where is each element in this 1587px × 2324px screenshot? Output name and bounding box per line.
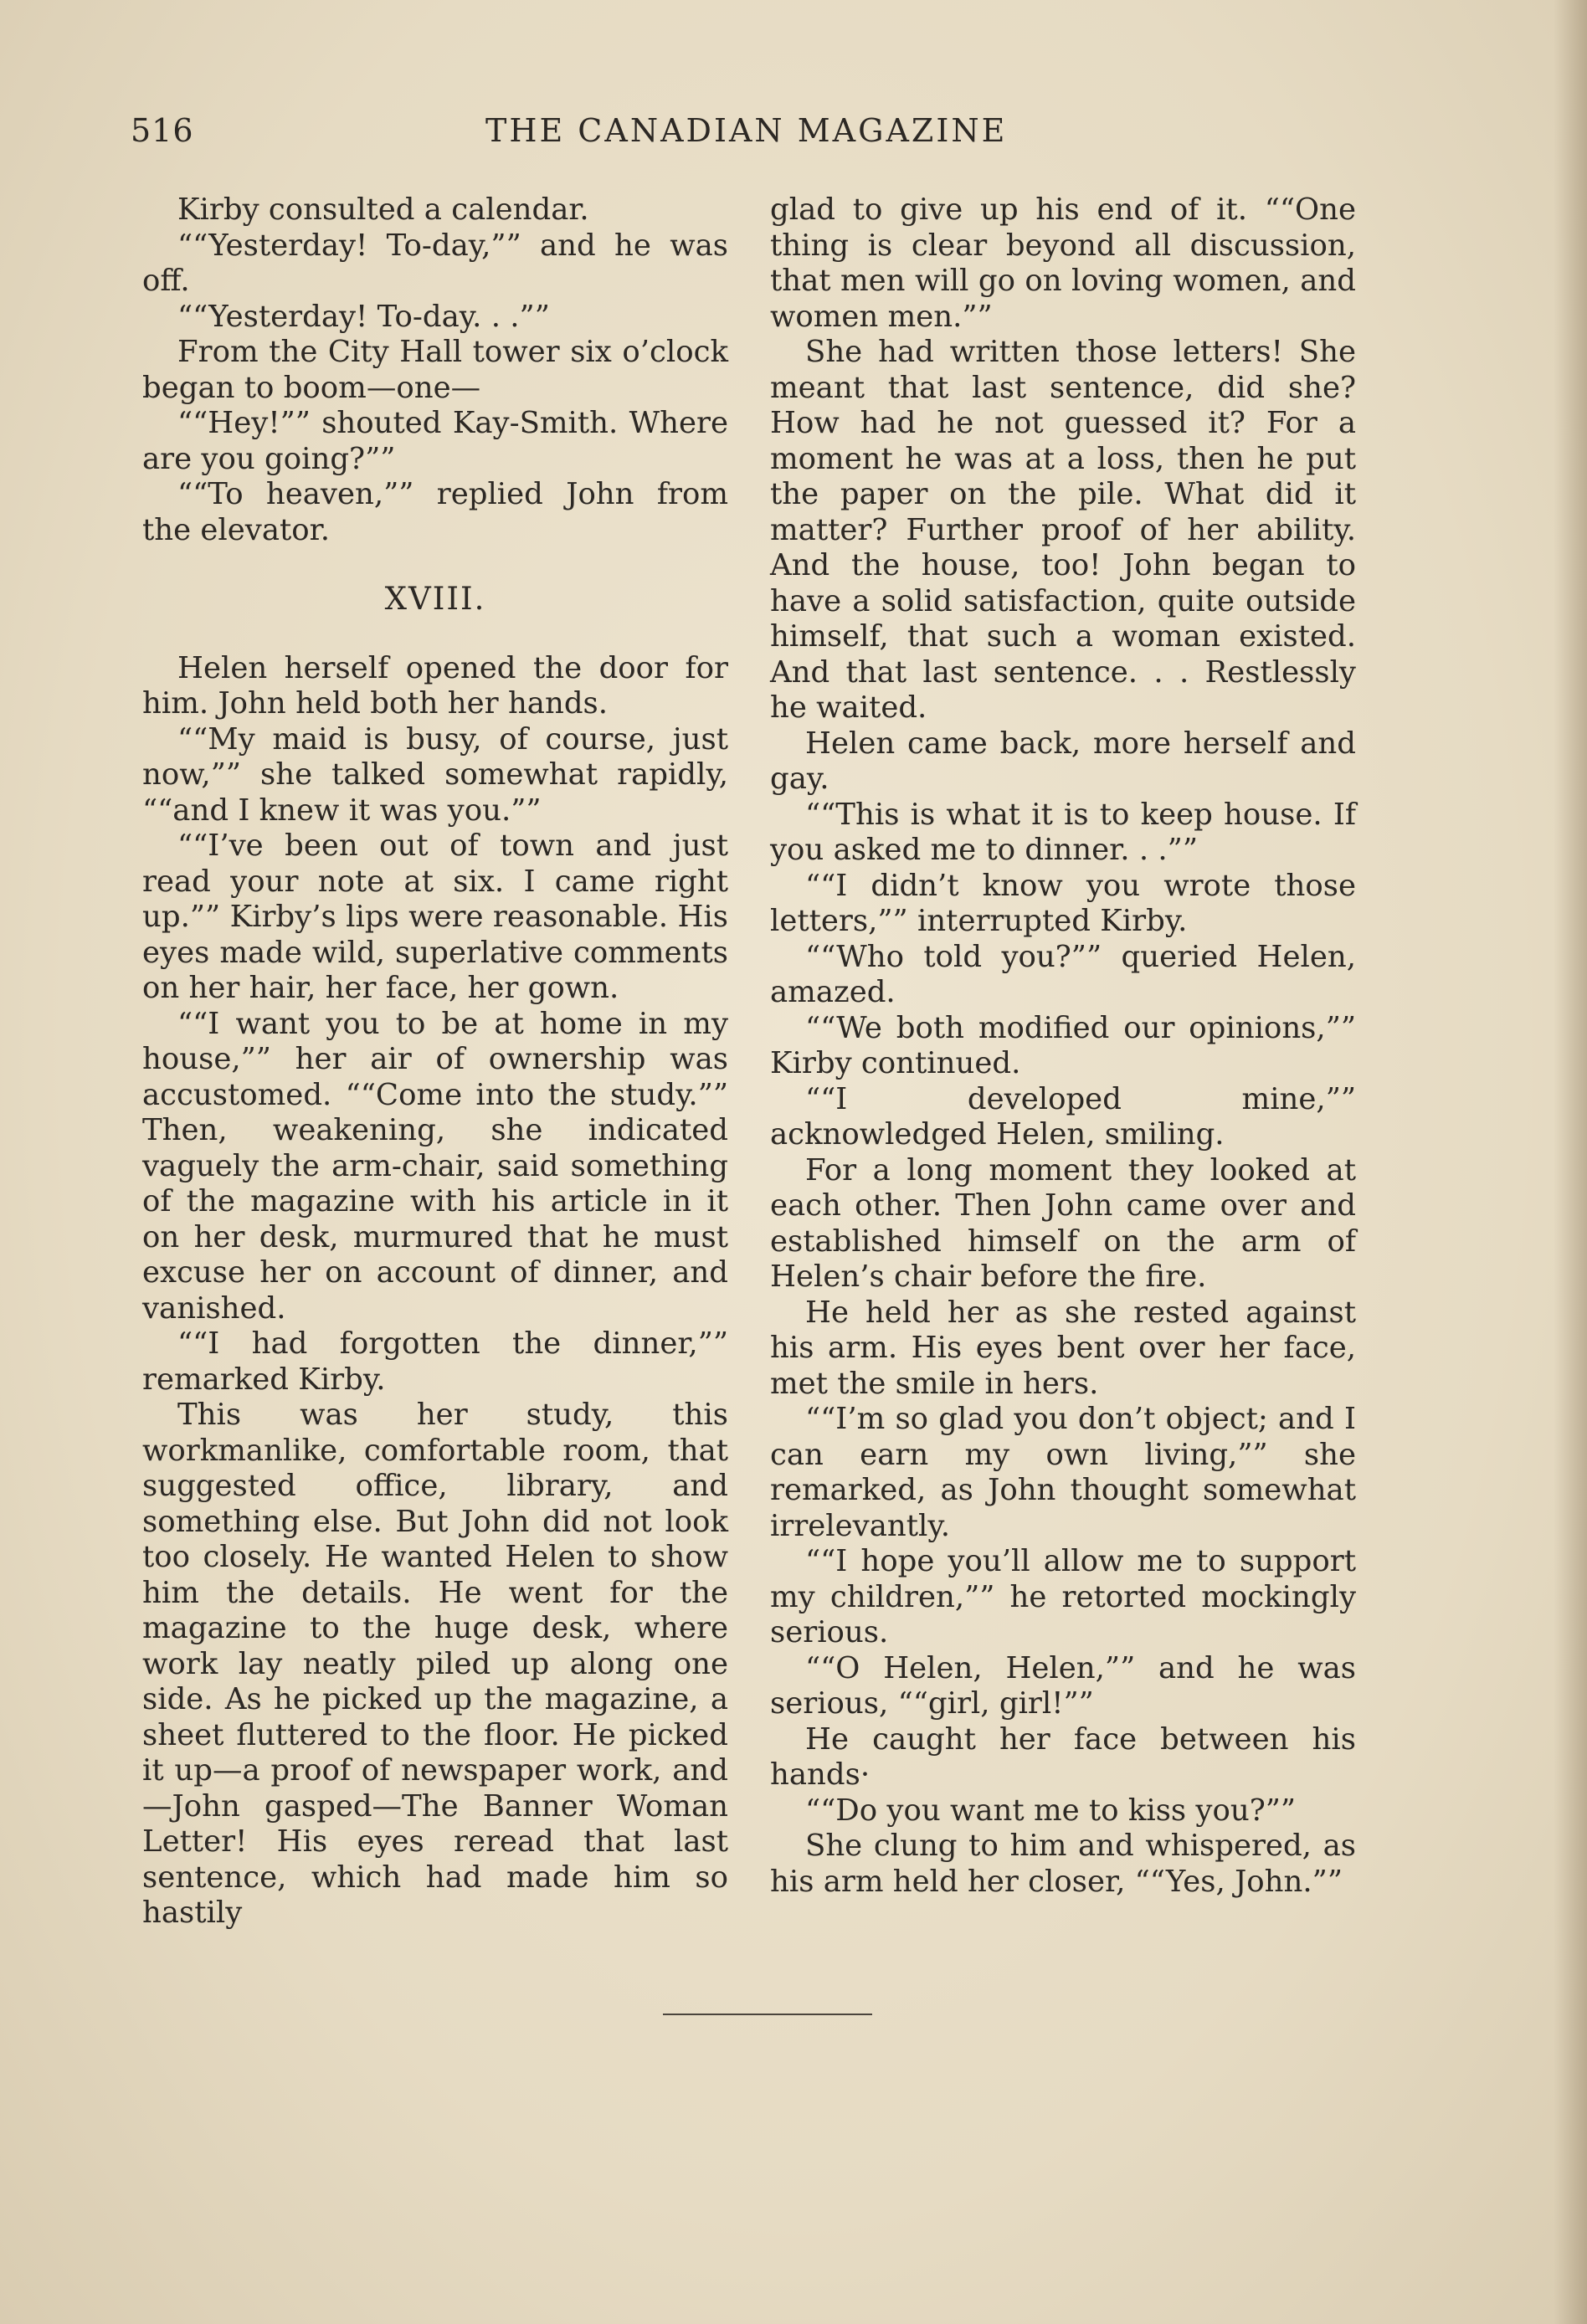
right-column bbox=[770, 192, 1356, 1900]
paragraph: ““Yesterday! To-day,”” and he was off. bbox=[142, 228, 728, 298]
paragraph: ““This is what it is to keep house. If you asked me to dinner. . .”” bbox=[770, 797, 1356, 867]
paragraph: Kirby consulted a calendar. bbox=[177, 192, 589, 227]
paragraph: For a long moment they looked at each other. Then John came over and established himself on the arm of Helen’s chair before the fire. bbox=[770, 1152, 1356, 1294]
paragraph: ““I’ve been out of town and just read your note at six. I came right up.”” Kirby’s lips were reasonable. His eyes made wild, superlative comments on her hair, her face, her gown. bbox=[142, 829, 728, 1005]
paragraph: She clung to him and whispered, as his arm held her closer, ““Yes, John.”” bbox=[770, 1829, 1356, 1899]
paragraph: ““I didn’t know you wrote those letters,”” interrupted Kirby. bbox=[770, 868, 1356, 938]
left-column bbox=[142, 192, 728, 1932]
paragraph: This was her study, this workmanlike, comfortable room, that suggested office, library, and something else. But John did not look too closely. He wanted Helen to show him the details. He went for the magazine to the huge desk, where work lay neatly piled up along one side. As he picked up the magazine, a sheet fluttered to the floor. He picked it up—a proof of newspaper work, and —John gasped—The Banner Woman Letter! His eyes reread that last sentence, which had made him so hastily bbox=[142, 1398, 728, 1930]
paragraph: ““I want you to be at home in my house,”” her air of ownership was accustomed. ““Come into the study.”” Then, weakening, she indicated vaguely the arm-chair, said something of the magazine with his article in it on her desk, murmured that he must excuse her on account of dinner, and vanished. bbox=[142, 1006, 728, 1326]
paragraph-continued: glad to give up his end of it. ““One thing is clear beyond all discussion, that men will go on loving women, and women men.”” bbox=[770, 192, 1356, 334]
page-edge-shadow bbox=[1554, 0, 1587, 2324]
page-number: 516 bbox=[131, 112, 194, 149]
end-rule bbox=[663, 2014, 872, 2015]
paragraph: ““We both modified our opinions,”” Kirby continued. bbox=[770, 1010, 1356, 1080]
paragraph: ““Who told you?”” queried Helen, amazed. bbox=[770, 939, 1356, 1009]
paragraph: ““To heaven,”” replied John from the elevator. bbox=[142, 477, 728, 547]
paragraph: ““I’m so glad you don’t object; and I can earn my own living,”” she remarked, as John thought somewhat irrelevantly. bbox=[770, 1402, 1356, 1543]
paragraph: He held her as she rested against his arm. His eyes bent over her face, met the smile in hers. bbox=[770, 1295, 1356, 1401]
paragraph: Helen herself opened the door for him. John held both her hands. bbox=[142, 650, 728, 721]
paragraph: ““I hope you’ll allow me to support my children,”” he retorted mockingly serious. bbox=[770, 1544, 1356, 1649]
paragraph: ““Yesterday! To-day. . .”” bbox=[177, 299, 550, 334]
paragraph: She had written those letters! She meant that last sentence, did she? How had he not guessed it? For a moment he was at a loss, then he put the paper on the pile. What did it matter? Further proof of her ability. And the house, too! John began to have a solid satisfaction, quite outside himself, that such a woman existed. And that last sentence. . . Restlessly he waited. bbox=[770, 335, 1356, 725]
paragraph: ““I developed mine,”” acknowledged Helen, smiling. bbox=[770, 1081, 1356, 1152]
paragraph: ““O Helen, Helen,”” and he was serious, ““girl, girl!”” bbox=[770, 1650, 1356, 1721]
paragraph: ““Hey!”” shouted Kay-Smith. Where are you going?”” bbox=[142, 406, 728, 476]
paragraph: He caught her face between his hands· bbox=[770, 1721, 1356, 1792]
paragraph: From the City Hall tower six o’clock began to boom—one— bbox=[142, 335, 728, 405]
paragraph: ““Do you want me to kiss you?”” bbox=[805, 1793, 1297, 1828]
paragraph: ““My maid is busy, of course, just now,”” she talked somewhat rapidly, ““and I knew it was you.”” bbox=[142, 721, 728, 828]
paragraph: ““I had forgotten the dinner,”” remarked Kirby. bbox=[142, 1326, 728, 1397]
chapter-heading: XVIII. bbox=[384, 581, 486, 617]
paragraph: Helen came back, more herself and gay. bbox=[770, 726, 1356, 796]
running-head: THE CANADIAN MAGAZINE bbox=[485, 112, 1008, 149]
